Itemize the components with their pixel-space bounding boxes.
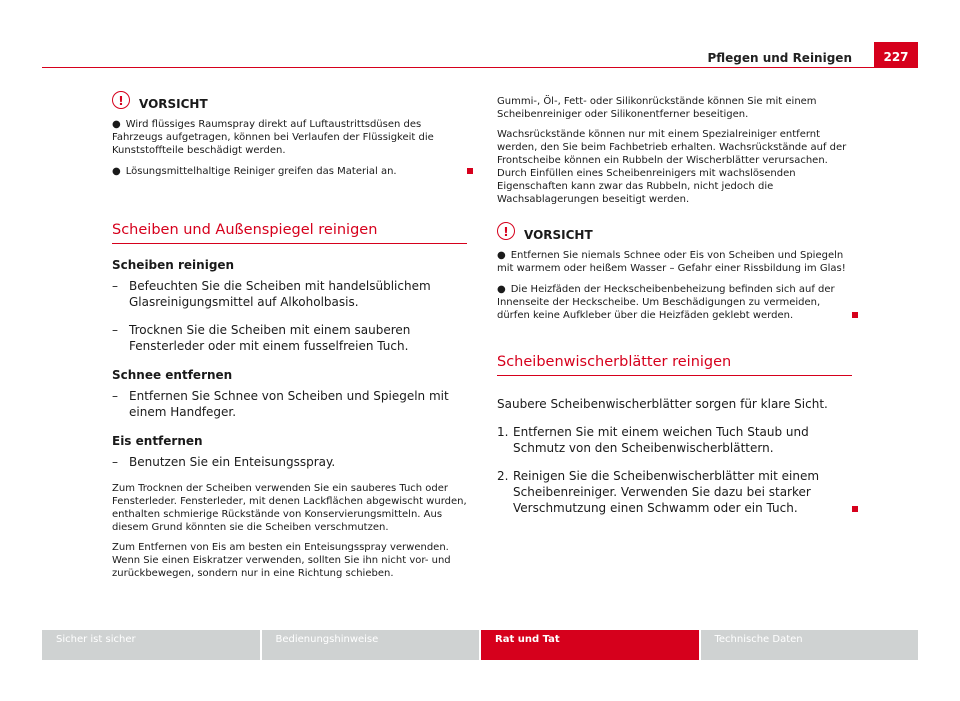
dash-marker: –	[112, 455, 118, 469]
step-text: Reinigen Sie die Scheibenwischerblätter mit einem Scheibenreiniger. Verwenden Sie dazu bei starker Verschmutzung einen Schwamm oder ein Tuch.	[513, 469, 820, 515]
list-item-text: Benutzen Sie ein Enteisungsspray.	[129, 455, 336, 469]
caution-bullet-text: Die Heizfäden der Heckscheibenbeheizung befinden sich auf der Innenseite der Heckscheibe. Um Beschädigungen zu vermeiden, dürfen keine Aufkleber über die Heizfäden geklebt werden.	[497, 284, 835, 321]
section-title-windows: Scheiben und Außenspiegel reinigen	[112, 222, 467, 244]
body-paragraph: Wachsrückstände können nur mit einem Spezialreiniger entfernt werden, den Sie beim Fachbetrieb erhalten. Wachsrückstände auf der Frontscheibe können ein Rubbeln der Wischerblätter verursachen. Durch Einfüllen eines Scheibenreinigers mit wachslösenden Eigenschaften kann zwar das Rubbeln, nicht jedoch die Wachsablagerungen beseitigt werden.	[497, 129, 847, 205]
caution-bullet-text: Entfernen Sie niemals Schnee oder Eis von Scheiben und Spiegeln mit warmem oder heißem Wasser – Gefahr einer Rissbildung im Glas!	[497, 250, 846, 274]
step-number: 1.	[497, 425, 509, 439]
list-item	[112, 322, 467, 354]
caution-bullet-text: Wird flüssiges Raumspray direkt auf Luftaustrittsdüsen des Fahrzeugs aufgetragen, können bei Verlaufen der Flüssigkeit die Kunststoffteile beschädigt werden.	[112, 119, 434, 156]
list-item-text: Befeuchten Sie die Scheiben mit handelsüblichem Glasreinigungsmittel auf Alkoholbasis.	[129, 279, 431, 309]
step-text: Entfernen Sie mit einem weichen Tuch Staub und Schmutz von den Scheibenwischerblättern.	[513, 425, 809, 455]
list-item	[112, 454, 467, 470]
subheading-ice: Eis entfernen	[112, 434, 203, 448]
section-end-marker	[467, 168, 473, 174]
body-paragraph: Gummi-, Öl-, Fett- oder Silikonrückstände können Sie mit einem Scheibenreiniger oder Silikonentferner beseitigen.	[497, 96, 817, 120]
page-number: 227	[874, 42, 918, 67]
page-header-title: Pflegen und Reinigen	[707, 51, 852, 65]
caution-bullet	[497, 283, 852, 322]
caution-heading	[497, 226, 852, 244]
caution-bullet	[497, 249, 852, 275]
list-item-text: Entfernen Sie Schnee von Scheiben und Spiegeln mit einem Handfeger.	[129, 389, 449, 419]
warning-icon: !	[112, 91, 130, 109]
list-item	[112, 388, 467, 420]
footer-tab-technical[interactable]: Technische Daten	[701, 630, 919, 660]
caution-bullet	[112, 118, 467, 157]
bullet-marker: ●	[112, 166, 121, 177]
bullet-marker: ●	[112, 119, 121, 130]
footer-nav	[42, 630, 918, 660]
dash-marker: –	[112, 389, 118, 403]
bullet-marker: ●	[497, 284, 506, 295]
list-item-text: Trocknen Sie die Scheiben mit einem sauberen Fensterleder oder mit einem fusselfreien Tuch.	[129, 323, 411, 353]
footer-tab-operation[interactable]: Bedienungshinweise	[262, 630, 480, 660]
note-paragraph: Zum Trocknen der Scheiben verwenden Sie ein sauberes Tuch oder Fensterleder. Fensterleder, mit denen Lackflächen abgewischt wurden, enthalten schmierige Rückstände von Konservierungsmitteln. Aus diesem Grund könnten sie die Scheiben verschmutzen.	[112, 483, 467, 533]
caution-title: VORSICHT	[139, 97, 208, 111]
section-end-marker	[852, 506, 858, 512]
list-item	[112, 278, 467, 310]
caution-bullet	[112, 165, 467, 178]
numbered-step	[497, 468, 852, 516]
note-paragraph: Zum Entfernen von Eis am besten ein Enteisungsspray verwenden. Wenn Sie einen Eiskratzer verwenden, sollten Sie ihn nicht vor- und zurückbewegen, sondern nur in eine Richtung schieben.	[112, 542, 451, 579]
dash-marker: –	[112, 279, 118, 293]
dash-marker: –	[112, 323, 118, 337]
section-title-wipers: Scheibenwischerblätter reinigen	[497, 354, 852, 376]
bullet-marker: ●	[497, 250, 506, 261]
caution-bullet-text: Lösungsmittelhaltige Reiniger greifen das Material an.	[125, 166, 397, 177]
subheading-snow: Schnee entfernen	[112, 368, 233, 382]
footer-tab-advice[interactable]: Rat und Tat	[481, 630, 699, 660]
intro-paragraph: Saubere Scheibenwischerblätter sorgen für klare Sicht.	[497, 397, 828, 411]
left-column	[112, 95, 467, 580]
caution-title: VORSICHT	[524, 228, 593, 242]
footer-tab-safety[interactable]: Sicher ist sicher	[42, 630, 260, 660]
subheading-clean-windows: Scheiben reinigen	[112, 258, 235, 272]
caution-heading	[112, 95, 467, 113]
numbered-step	[497, 424, 852, 456]
warning-icon: !	[497, 222, 515, 240]
right-column	[497, 95, 852, 516]
section-end-marker	[852, 312, 858, 318]
header-rule	[42, 67, 918, 68]
step-number: 2.	[497, 469, 509, 483]
